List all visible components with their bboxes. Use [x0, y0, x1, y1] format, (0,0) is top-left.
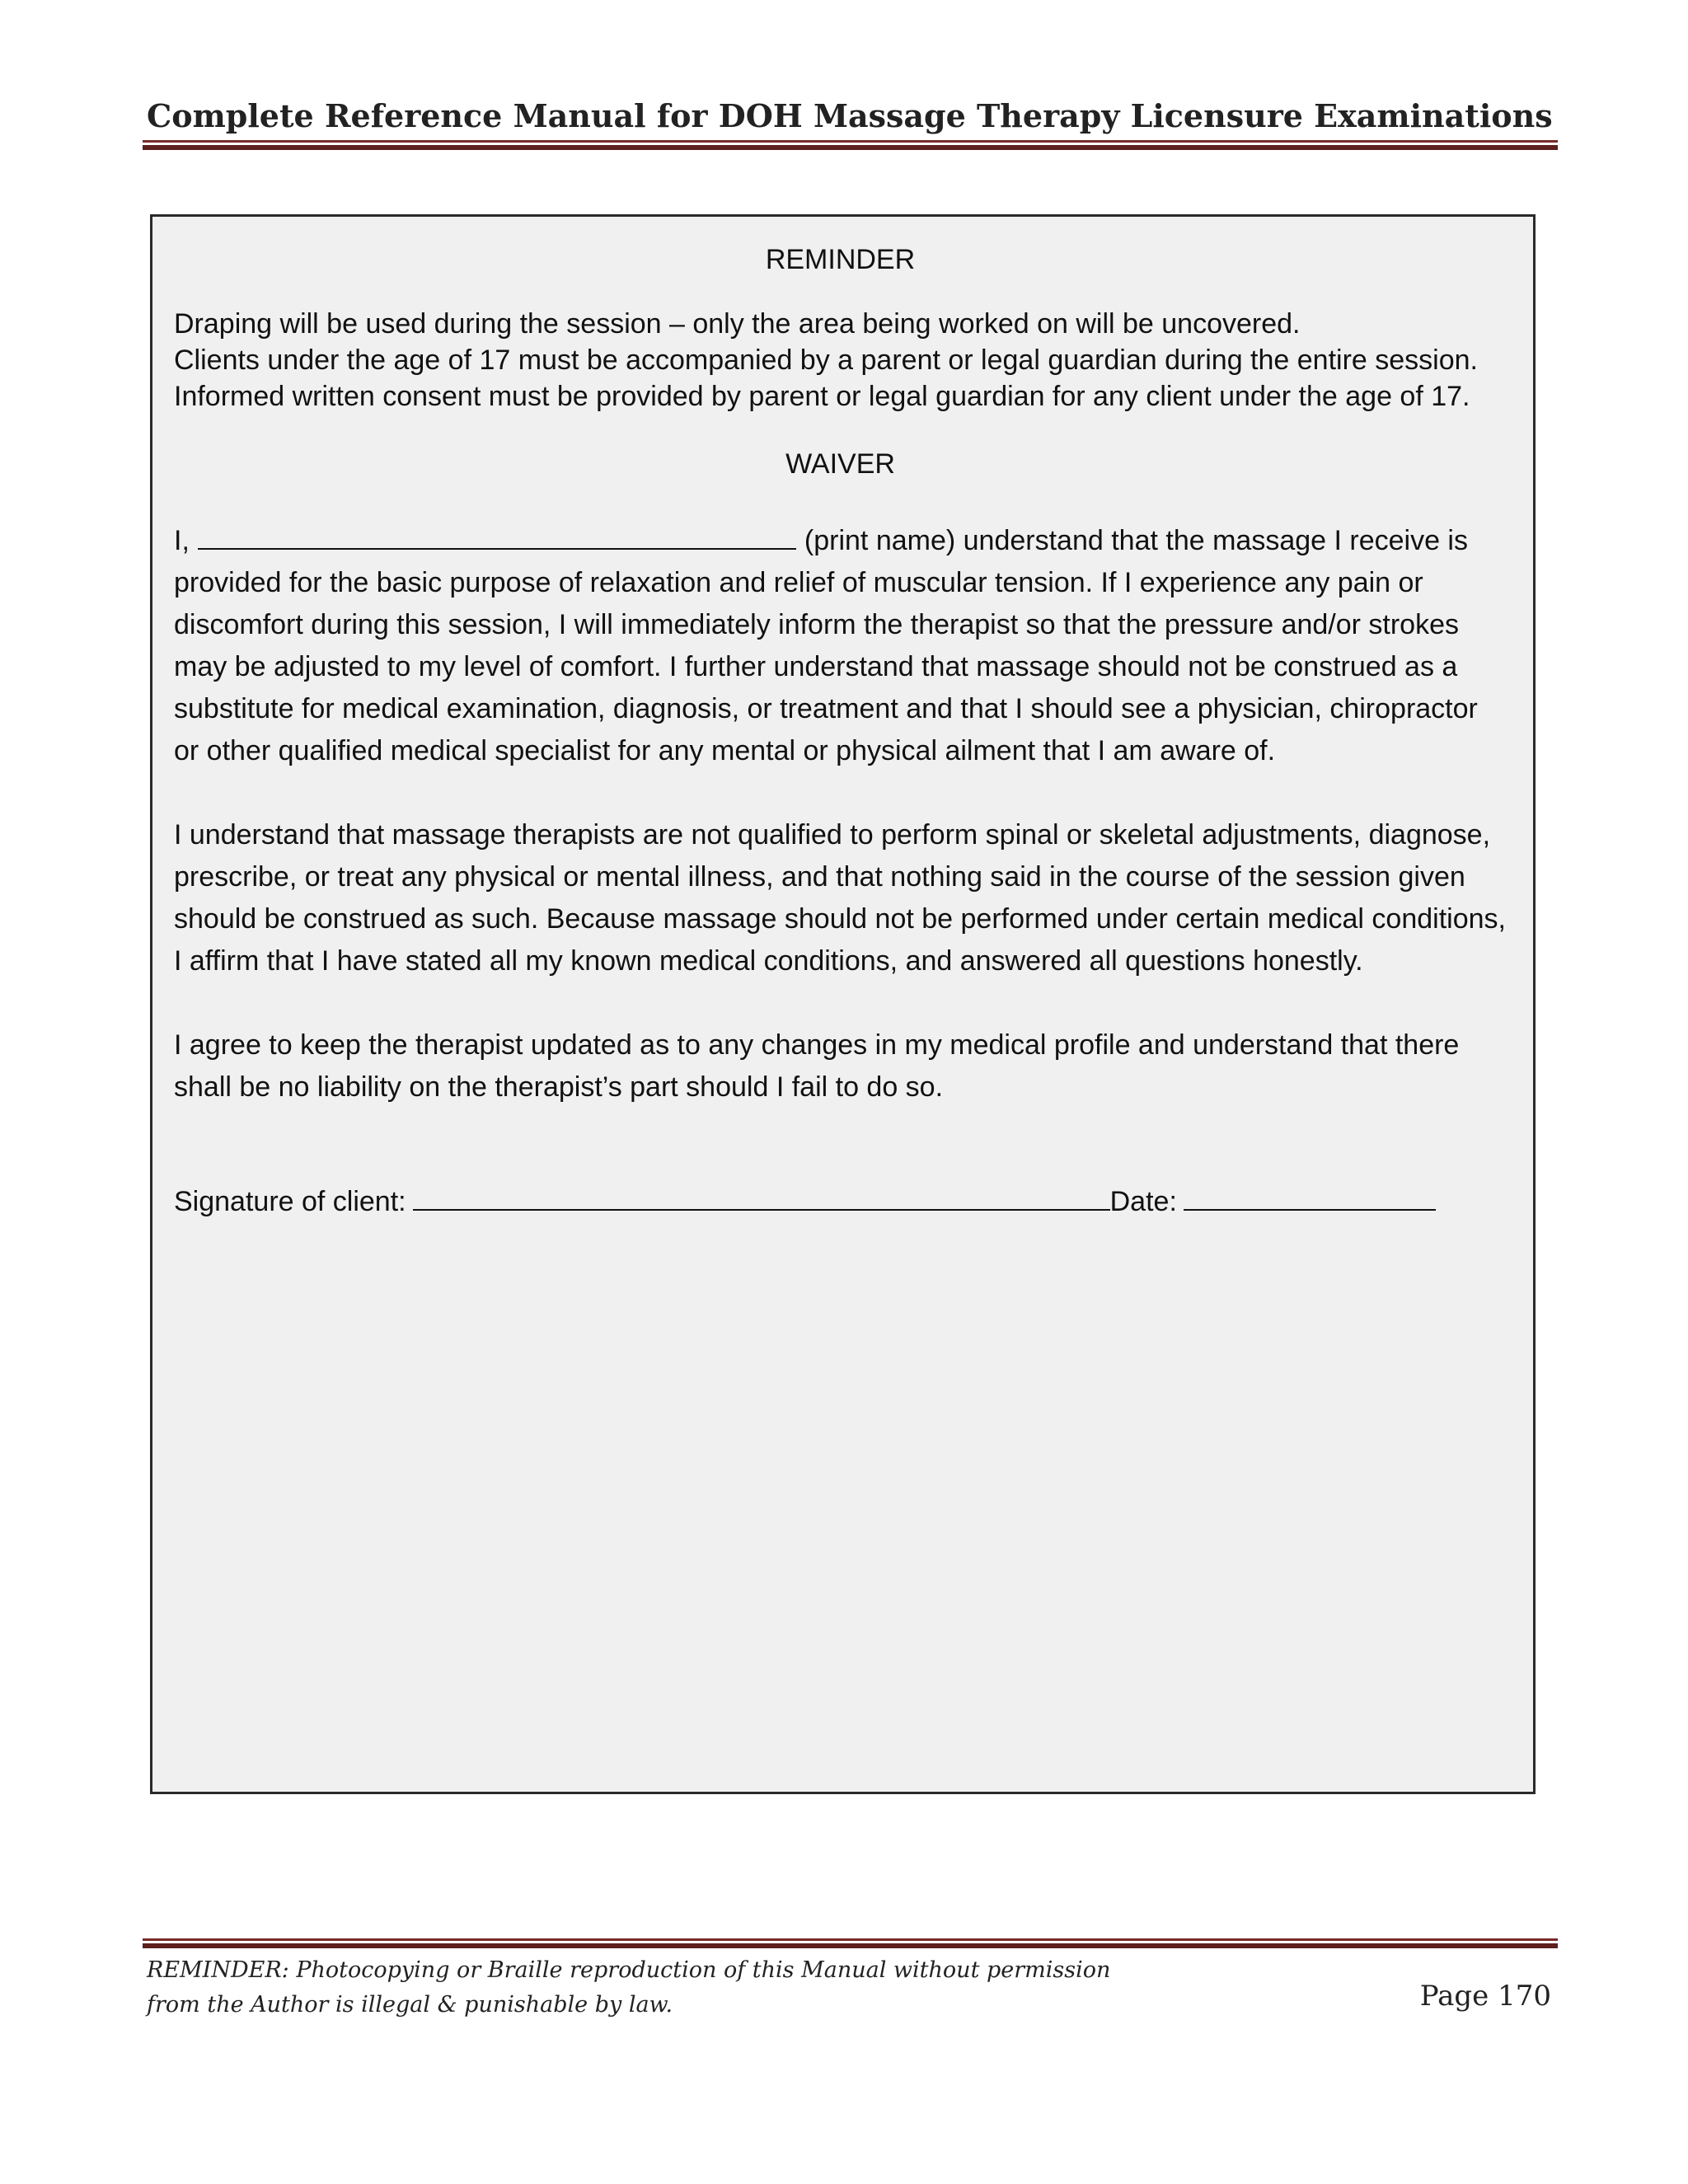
waiver-paragraph-1 — [174, 520, 1507, 772]
waiver-paragraph-3: I agree to keep the therapist updated as to any changes in my medical profile and understand that there shall be no liability on the therapist’s part should I fail to do so. — [174, 1029, 1460, 1104]
manual-title: Complete Reference Manual for DOH Massage Therapy Licensure Examinations — [147, 97, 1553, 134]
page-header — [147, 97, 1558, 135]
date-field[interactable] — [1184, 1184, 1436, 1211]
waiver-intro: I, — [174, 525, 190, 557]
waiver-text: (print name) understand that the massage I receive is provided for the basic purpose of relaxation and relief of muscular tension. If I experience any pain or discomfort during this session, I will immediately inform the therapist so that the pressure and/or strokes may be adjusted to my level of comfort. I further understand that massage should not be construed as a substitute for medical examination, diagnosis, or treatment and that I should see a physician, chiropractor or other qualified medical specialist for any mental or physical ailment that I am aware of. — [174, 525, 1478, 767]
reminder-line-consent: Informed written consent must be provided by parent or legal guardian for any client under the age of 17. — [174, 381, 1470, 413]
copyright-notice — [147, 1953, 1110, 2022]
signature-field[interactable] — [413, 1184, 1110, 1211]
reminder-line-draping: Draping will be used during the session – only the area being worked on will be uncovered. — [174, 308, 1301, 340]
date-label: Date: — [1109, 1186, 1177, 1218]
print-name-field[interactable] — [198, 523, 796, 550]
consent-form-box — [150, 214, 1536, 1794]
signature-row — [174, 1181, 1507, 1223]
copyright-line-1: REMINDER: Photocopying or Braille reproduction of this Manual without permission — [147, 1957, 1111, 1983]
signature-label: Signature of client: — [174, 1186, 406, 1218]
reminder-line-minors-accompanied: Clients under the age of 17 must be accompanied by a parent or legal guardian during the entire session. — [174, 344, 1478, 377]
footer-divider — [143, 1938, 1558, 1948]
waiver-paragraph-2: I understand that massage therapists are not qualified to perform spinal or skeletal adjustments, diagnose, prescribe, or treat any physical or mental illness, and that nothing said in the course of the session given should be construed as such. Because massage should not be performed under certain medical conditions, I affirm that I have stated all my known medical conditions, and answered all questions honestly. — [174, 819, 1506, 977]
reminder-list — [174, 306, 1507, 415]
header-divider — [143, 140, 1558, 150]
page-number: Page 170 — [1419, 1980, 1551, 2013]
reminder-heading: REMINDER — [765, 244, 916, 275]
copyright-line-2: from the Author is illegal & punishable by law. — [147, 1992, 673, 2018]
waiver-heading: WAIVER — [785, 448, 895, 480]
